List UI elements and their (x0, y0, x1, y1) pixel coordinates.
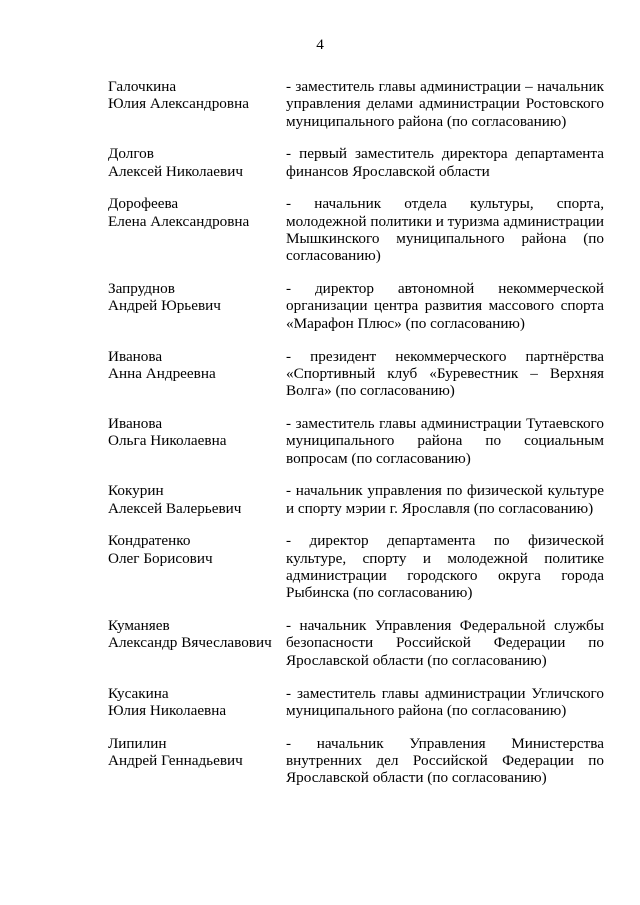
member-name (108, 280, 286, 332)
member-name (108, 617, 286, 669)
member-name (108, 415, 286, 467)
member-given-name: Ольга Николаевна (108, 432, 227, 450)
member-position: - заместитель главы администрации Тутаевского муниципального района по социальным вопросам (по согласованию) (286, 414, 604, 467)
member-given-name: Юлия Александровна (108, 95, 249, 113)
member-position: - начальник Управления Министерства внутренних дел Российской Федерации по Ярославской области (по согласованию) (286, 734, 604, 787)
member-entry (108, 280, 604, 332)
member-name (108, 195, 286, 264)
member-entry (108, 145, 604, 180)
member-surname: Запруднов (108, 280, 175, 298)
member-surname: Дорофеева (108, 195, 179, 213)
member-surname: Долгов (108, 145, 154, 163)
member-position: - начальник управления по физической культуре и спорту мэрии г. Ярославля (по согласованию) (286, 482, 604, 517)
member-surname: Галочкина (108, 78, 177, 95)
member-given-name: Алексей Николаевич (108, 162, 243, 180)
member-surname: Кондратенко (108, 532, 191, 550)
member-entry (108, 617, 604, 669)
member-given-name: Юлия Николаевна (108, 701, 227, 719)
member-entry (108, 532, 604, 601)
member-surname: Липилин (108, 734, 167, 752)
member-given-name: Андрей Юрьевич (108, 297, 221, 315)
member-given-name: Андрей Геннадьевич (108, 751, 243, 769)
member-given-name: Олег Борисович (108, 549, 213, 567)
member-entry (108, 415, 604, 467)
member-position: - президент некоммерческого партнёрства «Спортивный клуб «Буревестник – Верхняя Волга» (по согласованию) (286, 347, 604, 400)
member-entry (108, 482, 604, 517)
member-surname: Кокурин (108, 482, 164, 500)
member-name (108, 482, 286, 517)
member-position: - заместитель главы администрации – начальник управления делами администрации Ростовского муниципального района (по согласованию) (286, 78, 604, 130)
member-name (108, 145, 286, 180)
member-position: - директор автономной некоммерческой организации центра развития массового спорта «Марафон Плюс» (по согласованию) (286, 280, 604, 332)
page-number: 4 (316, 36, 324, 53)
member-name (108, 532, 286, 601)
member-surname: Иванова (108, 414, 163, 432)
member-surname: Куманяев (108, 617, 170, 635)
member-name (108, 78, 286, 130)
member-position: - начальник отдела культуры, спорта, молодежной политики и туризма администрации Мышкинского муниципального района (по согласованию) (286, 195, 604, 265)
member-entry (108, 348, 604, 400)
member-entry (108, 78, 604, 130)
member-surname: Кусакина (108, 684, 169, 702)
member-position: - директор департамента по физической культуре, спорту и молодежной политике администрации городского округа города Рыбинска (по согласованию) (286, 532, 604, 602)
member-name (108, 685, 286, 720)
member-name (108, 735, 286, 787)
member-entry (108, 735, 604, 787)
member-given-name: Анна Андреевна (108, 364, 216, 382)
member-list (108, 78, 604, 802)
member-given-name: Алексей Валерьевич (108, 499, 242, 517)
member-entry (108, 195, 604, 264)
member-name (108, 348, 286, 400)
member-surname: Иванова (108, 347, 163, 365)
member-position: - первый заместитель директора департамента финансов Ярославской области (286, 145, 604, 180)
member-position: - начальник Управления Федеральной службы безопасности Российской Федерации по Ярославской области (по согласованию) (286, 617, 604, 669)
member-given-name: Елена Александровна (108, 212, 250, 230)
member-position: - заместитель главы администрации Угличского муниципального района (по согласованию) (286, 684, 604, 719)
member-given-name: Александр Вячеславович (108, 634, 272, 652)
member-entry (108, 685, 604, 720)
